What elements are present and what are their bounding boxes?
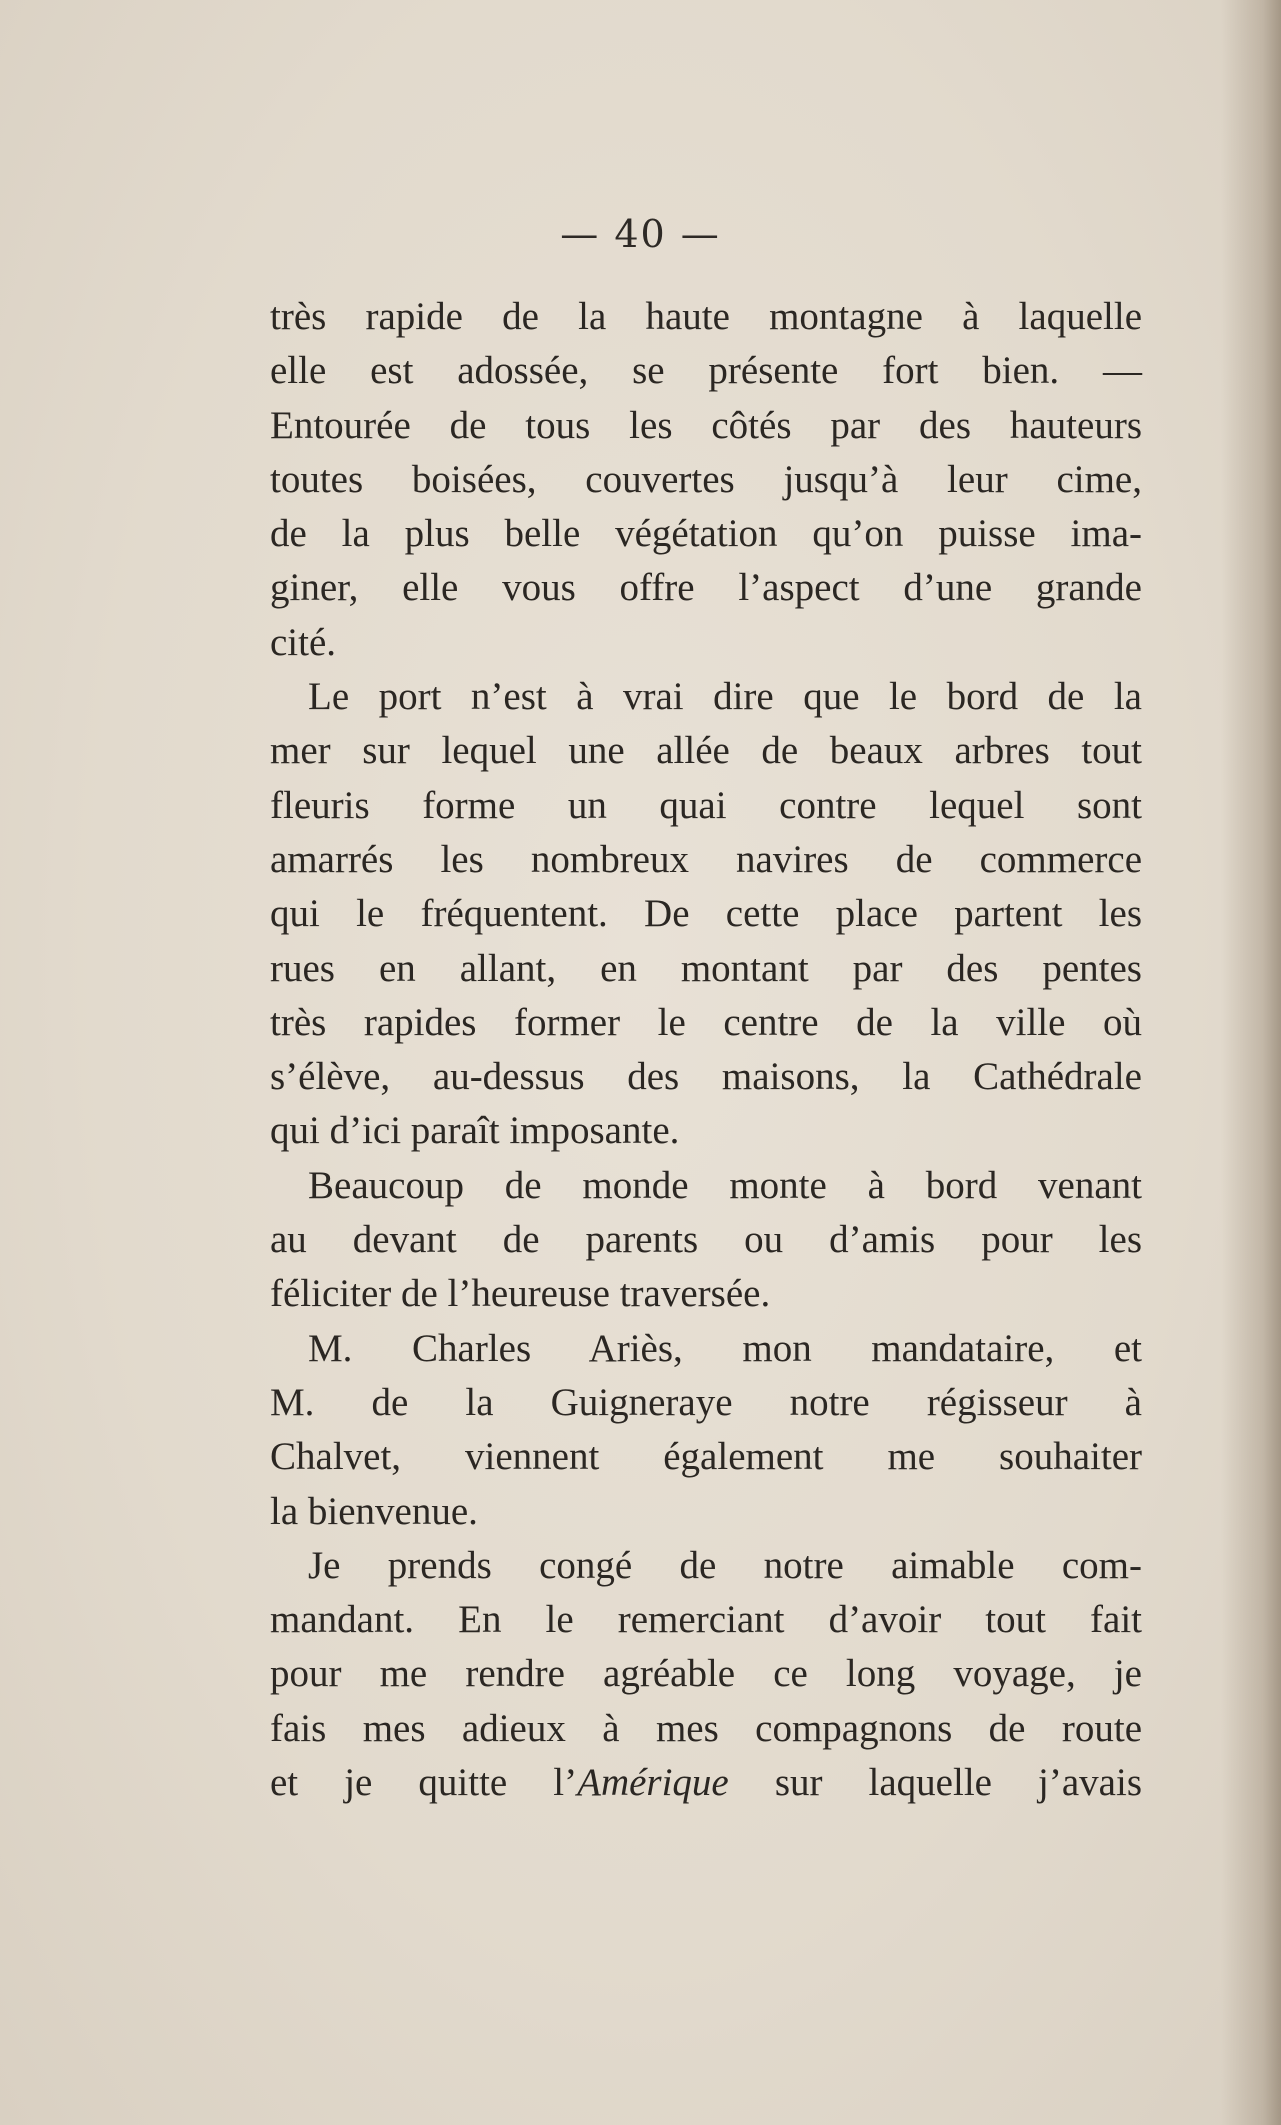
text-line: giner, elle vous offre l’aspect d’une grande [270, 566, 1142, 610]
text-segment: sur laquelle j’avais [728, 1761, 1142, 1805]
text-line: très rapides former le centre de la ville où [270, 1000, 1142, 1044]
text-line: pour me rendre agréable ce long voyage, je [270, 1652, 1142, 1696]
text-line: au devant de parents ou d’amis pour les [270, 1218, 1142, 1262]
text-line: Je prends congé de notre aimable com- [308, 1543, 1142, 1587]
text-line: fais mes adieux à mes compagnons de route [270, 1706, 1142, 1750]
ship-name: Amérique [577, 1761, 729, 1805]
page-number: — 40 — [560, 212, 721, 256]
text-line: la bienvenue. [270, 1489, 478, 1533]
text-line: toutes boisées, couvertes jusqu’à leur cime, [270, 457, 1142, 501]
text-line: Entourée de tous les côtés par des hauteurs [270, 403, 1142, 447]
text-line: elle est adossée, se présente fort bien. — [270, 349, 1142, 393]
text-line: qui d’ici paraît imposante. [270, 1109, 680, 1153]
body-text [270, 290, 1142, 1810]
text-line: fleuris forme un quai contre lequel sont [270, 783, 1142, 827]
text-line: Chalvet, viennent également me souhaiter [270, 1435, 1142, 1479]
text-line: qui le fréquentent. De cette place partent les [270, 892, 1142, 936]
text-line: cité. [270, 620, 337, 664]
text-line: mandant. En le remerciant d’avoir tout fait [270, 1598, 1142, 1642]
text-line: M. Charles Ariès, mon mandataire, et [308, 1326, 1142, 1370]
text-line: mer sur lequel une allée de beaux arbres tout [270, 729, 1142, 773]
text-line: M. de la Guigneraye notre régisseur à [270, 1380, 1142, 1424]
text-segment: et je quitte l’ [270, 1761, 578, 1805]
text-line: Le port n’est à vrai dire que le bord de la [308, 675, 1142, 719]
text-line: rues en allant, en montant par des pentes [270, 946, 1142, 990]
text-line: Beaucoup de monde monte à bord venant [308, 1163, 1142, 1207]
text-line-last [270, 1756, 1142, 1810]
text-line: féliciter de l’heureuse traversée. [270, 1272, 771, 1316]
page-edge-shadow [1221, 0, 1281, 2125]
text-line: amarrés les nombreux navires de commerce [270, 837, 1142, 881]
text-line: de la plus belle végétation qu’on puisse ima- [270, 512, 1142, 556]
text-line: s’élève, au-dessus des maisons, la Cathédrale [270, 1055, 1142, 1099]
text-line: très rapide de la haute montagne à laquelle [270, 295, 1142, 338]
